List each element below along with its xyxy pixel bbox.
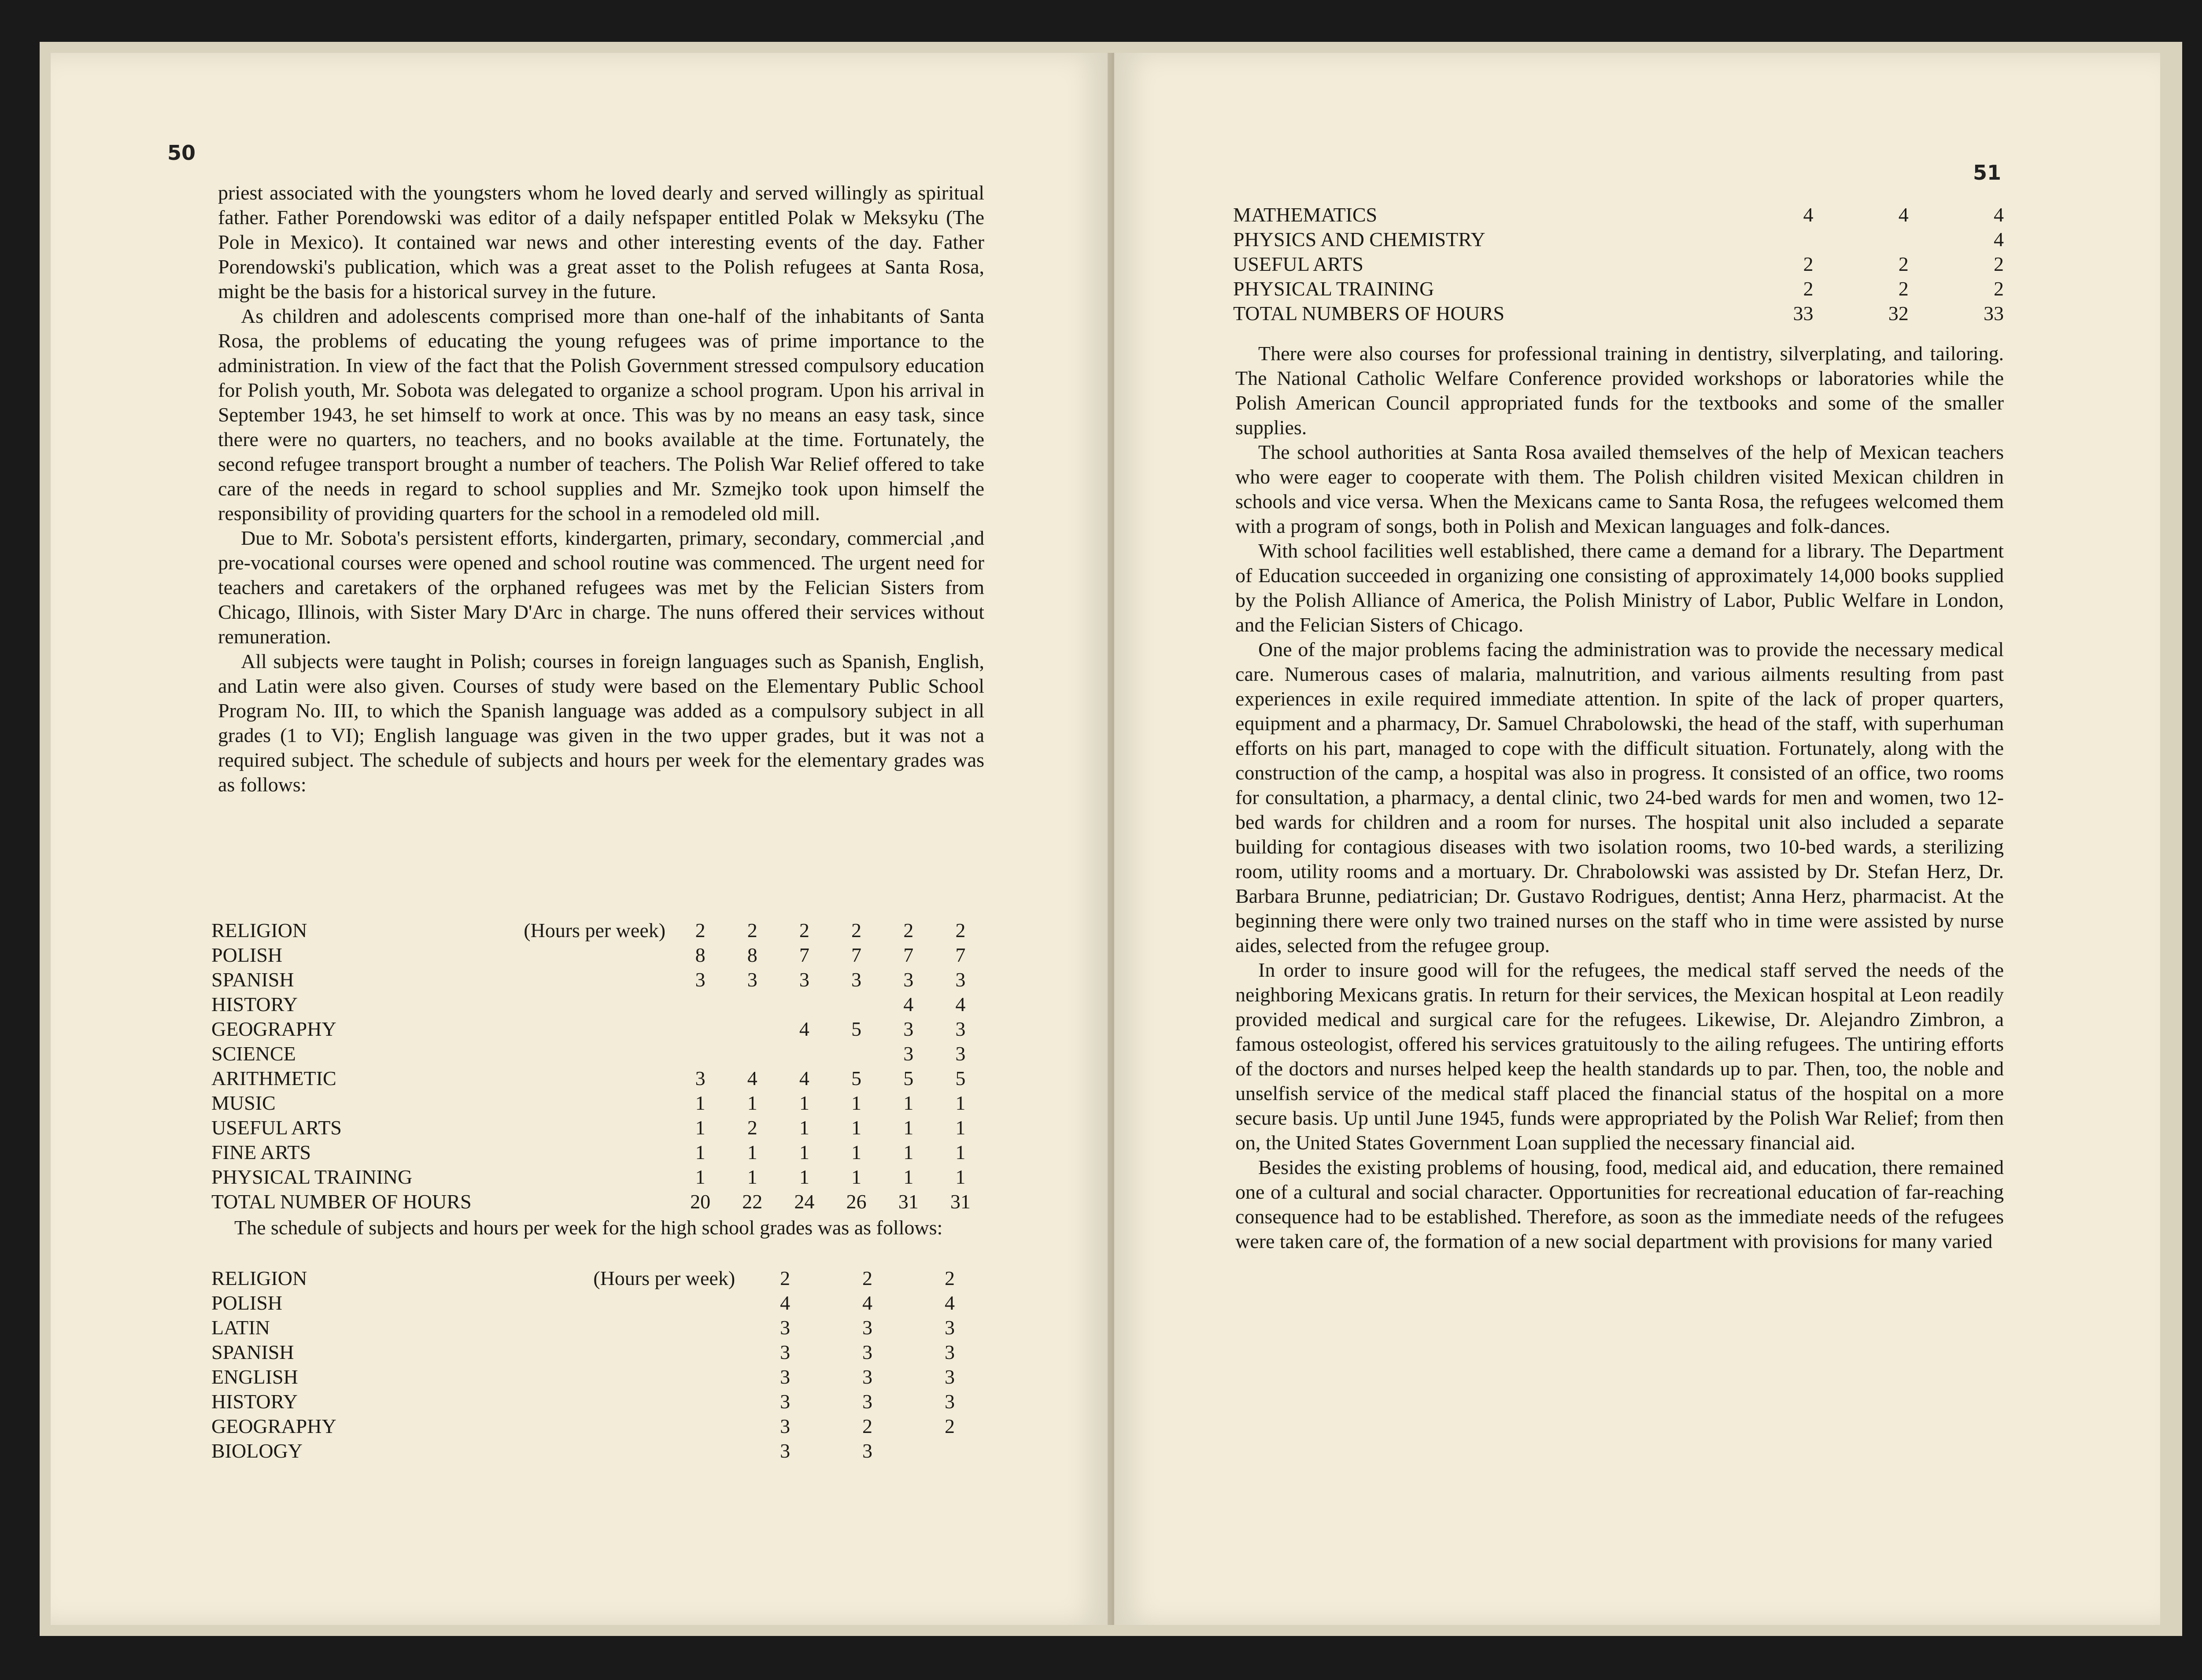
hours-note-cell: [472, 1140, 675, 1165]
hours-cell: 3: [851, 968, 862, 991]
high-school-schedule-table: [211, 1266, 991, 1463]
hours-cell: 5: [903, 1067, 914, 1089]
table-row: [1233, 203, 2004, 227]
table-row: [211, 1091, 986, 1115]
hours-note-cell: [473, 1389, 744, 1414]
table-row: [211, 918, 986, 943]
hours-cell: 3: [862, 1366, 873, 1388]
hours-cell: 1: [851, 1116, 862, 1139]
hours-note-cell: [472, 1115, 675, 1140]
table-row: [211, 1066, 986, 1091]
hours-cell: 4: [799, 1067, 809, 1089]
hours-cell: 8: [695, 944, 706, 966]
hours-cell: 2: [945, 1415, 955, 1437]
hours-cell: 3: [903, 1042, 914, 1065]
hours-cell: [778, 1041, 830, 1066]
table-row: [211, 1017, 986, 1041]
subject-cell: POLISH: [211, 944, 283, 966]
subject-cell: RELIGION: [211, 919, 307, 942]
paragraph: In order to insure good will for the refugees, the medical staff served the needs of the neighboring Mexicans gratis. In return for their services, the Mexican hospital at Leon readily provided medical and surgical care for the refugees. Likewise, Dr. Alejandro Zimbron, a famous osteologist, offered his services gratuitously to the ailing refugees. The untiring efforts of the doctors and nurses helped keep the health standards up to par. Then, too, the noble and unselfish service of the medical staff placed the financial status of the hospital on a more secure basis. Up until June 1945, funds were appropriated by the Polish War Relief; from then on, the United States Government Loan supplied the necessary financial aid.: [1235, 959, 2004, 1154]
hours-cell: 31: [898, 1190, 919, 1213]
paragraph: The school authorities at Santa Rosa availed themselves of the help of Mexican teachers who were eager to cooperate with them. The Polish children visited Mexican children in schools and vice versa. When the Mexicans came to Santa Rosa, the refugees welcomed them with a program of songs, both in Polish and Mexican languages and folk-dances.: [1235, 441, 2004, 537]
hours-cell: 3: [955, 1042, 966, 1065]
hours-cell: 3: [780, 1440, 791, 1462]
hours-cell: 2: [695, 919, 706, 942]
hours-cell: 1: [903, 1092, 914, 1114]
hours-cell: 24: [794, 1190, 815, 1213]
hours-cell: 3: [955, 1018, 966, 1040]
hours-cell: 2: [1898, 253, 1909, 275]
subject-cell: MATHEMATICS: [1233, 203, 1378, 226]
hours-cell: [1718, 227, 1813, 252]
paragraph: Besides the existing problems of housing, food, medical aid, and education, there remained one of a cultural and social character. Opportunities for recreational education of far-reaching consequence had to be established. Therefore, as soon as the immediate needs of the refugees were taken care of, the formation of a new social department with provisions for many varied: [1235, 1156, 2004, 1252]
hours-cell: [726, 1041, 778, 1066]
hours-cell: [726, 992, 778, 1017]
elementary-schedule-table: [211, 918, 986, 1214]
hours-cell: 1: [955, 1092, 966, 1114]
hours-cell: [674, 1017, 726, 1041]
hours-cell: 32: [1888, 302, 1909, 325]
subject-cell: USEFUL ARTS: [1233, 253, 1363, 275]
table-row: [211, 1266, 991, 1291]
hours-cell: 3: [780, 1366, 791, 1388]
hours-note-cell: [472, 943, 675, 967]
subject-cell: HISTORY: [211, 1390, 298, 1413]
hours-cell: 2: [1994, 253, 2004, 275]
hours-cell: 4: [780, 1292, 791, 1314]
table-row: [211, 992, 986, 1017]
hours-note-cell: (Hours per week): [524, 919, 666, 942]
hours-cell: 5: [851, 1018, 862, 1040]
hours-cell: [1813, 227, 1908, 252]
hours-cell: 2: [1898, 277, 1909, 300]
hours-cell: 4: [1898, 203, 1909, 226]
hours-cell: [674, 1041, 726, 1066]
hours-cell: 4: [955, 993, 966, 1015]
hours-cell: 2: [1803, 277, 1814, 300]
hours-cell: 1: [955, 1166, 966, 1188]
hours-cell: [674, 992, 726, 1017]
table-row: [1233, 277, 2004, 301]
hours-cell: 7: [851, 944, 862, 966]
caption-text: The schedule of subjects and hours per week for the high school grades was as follows:: [234, 1216, 943, 1239]
hours-note-cell: [472, 967, 675, 992]
hours-note-cell: [473, 1340, 744, 1365]
hours-note-cell: [473, 1315, 744, 1340]
table-row: [211, 1414, 991, 1439]
hours-cell: 2: [1994, 277, 2004, 300]
hours-cell: 3: [780, 1341, 791, 1363]
hours-cell: 31: [950, 1190, 971, 1213]
hours-cell: 1: [955, 1141, 966, 1163]
left-page-text: [218, 181, 984, 797]
subject-cell: SPANISH: [211, 1341, 294, 1363]
hours-note-cell: [472, 992, 675, 1017]
subject-cell: SCIENCE: [211, 1042, 296, 1065]
table-row: [211, 1165, 986, 1189]
subject-cell: SPANISH: [211, 968, 294, 991]
hours-note-cell: [473, 1365, 744, 1389]
table-row: [211, 1315, 991, 1340]
hours-cell: 1: [955, 1116, 966, 1139]
hours-cell: 2: [747, 1116, 757, 1139]
page-number-left: 50: [167, 141, 196, 165]
hours-cell: 2: [862, 1267, 873, 1289]
hours-cell: 1: [695, 1092, 706, 1114]
hours-note-cell: [472, 1165, 675, 1189]
subject-cell: FINE ARTS: [211, 1141, 311, 1163]
subject-cell: USEFUL ARTS: [211, 1116, 342, 1139]
hours-cell: 4: [903, 993, 914, 1015]
hours-cell: 3: [945, 1366, 955, 1388]
hours-cell: 3: [862, 1341, 873, 1363]
hours-note-cell: [473, 1439, 744, 1463]
subject-cell: TOTAL NUMBER OF HOURS: [211, 1190, 472, 1213]
hours-cell: 4: [945, 1292, 955, 1314]
hours-cell: 2: [955, 919, 966, 942]
hours-cell: 1: [747, 1166, 757, 1188]
hours-note-cell: [473, 1291, 744, 1315]
hours-cell: 3: [799, 968, 809, 991]
hours-cell: 3: [903, 968, 914, 991]
high-school-caption: [211, 1216, 986, 1239]
right-page-text: [1235, 341, 2004, 1254]
subject-cell: MUSIC: [211, 1092, 276, 1114]
hours-note-cell: [472, 1066, 675, 1091]
hours-cell: 20: [690, 1190, 711, 1213]
hours-cell: 7: [955, 944, 966, 966]
hours-cell: 2: [780, 1267, 791, 1289]
continued-schedule-table: [1233, 203, 2004, 326]
hours-cell: 3: [945, 1316, 955, 1339]
paragraph: One of the major problems facing the administration was to provide the necessary medical care. Numerous cases of malaria, malnutrition, and various ailments resulting from past experiences in exile required immediate attention. In spite of the lack of proper quarters, equipment and a pharmacy, Dr. Samuel Chrabolowski, the head of the staff, with superhuman efforts on his part, managed to cope with the difficult situation. Fortunately, along with the construction of the camp, a hospital was also in progress. It consisted of an office, two rooms for consultation, a pharmacy, a dental clinic, two 24-bed wards for men and women, two 12-bed wards for children and a room for nurses. The hospital unit also included a separate building for contagious diseases with two isolation rooms, two 10-bed wards, a sterilizing room, utility rooms and a mortuary. Dr. Chrabolowski was assisted by Dr. Stefan Herz, Dr. Barbara Brunne, pediatrician; Dr. Gustavo Rodrigues, dentist; Anna Herz, pharmacist. At the beginning there were only two trained nurses on the staff who in time were assisted by nurse aides, selected from the refugee group.: [1235, 638, 2004, 956]
hours-cell: [726, 1017, 778, 1041]
table-row: [211, 1365, 991, 1389]
table-row: [211, 1140, 986, 1165]
hours-cell: 1: [799, 1116, 809, 1139]
hours-cell: 3: [780, 1415, 791, 1437]
table-row: [1233, 227, 2004, 252]
hours-cell: 3: [945, 1341, 955, 1363]
subject-cell: LATIN: [211, 1316, 270, 1339]
hours-cell: 1: [695, 1116, 706, 1139]
table-row: [1233, 301, 2004, 326]
hours-cell: 2: [851, 919, 862, 942]
hours-cell: 3: [945, 1390, 955, 1413]
hours-cell: 3: [903, 1018, 914, 1040]
hours-note-cell: [473, 1414, 744, 1439]
hours-note-cell: [472, 1041, 675, 1066]
hours-cell: 3: [695, 968, 706, 991]
hours-cell: 33: [1984, 302, 2004, 325]
subject-cell: BIOLOGY: [211, 1440, 303, 1462]
hours-cell: 1: [695, 1166, 706, 1188]
hours-cell: 4: [747, 1067, 757, 1089]
hours-cell: [830, 992, 882, 1017]
hours-cell: 1: [903, 1141, 914, 1163]
hours-cell: 2: [747, 919, 757, 942]
hours-cell: 2: [862, 1415, 873, 1437]
hours-cell: 8: [747, 944, 757, 966]
table-row: [211, 1291, 991, 1315]
hours-cell: [778, 992, 830, 1017]
paragraph: With school facilities well established, there came a demand for a library. The Department of Education succeeded in organizing one consisting of approximately 14,000 books supplied by the Polish Alliance of America, the Polish Ministry of Labor, Public Welfare in London, and the Felician Sisters of Chicago.: [1235, 539, 2004, 636]
hours-cell: 1: [799, 1092, 809, 1114]
hours-cell: 7: [799, 944, 809, 966]
hours-cell: 1: [747, 1141, 757, 1163]
hours-cell: 4: [799, 1018, 809, 1040]
hours-cell: 5: [955, 1067, 966, 1089]
hours-cell: 2: [903, 919, 914, 942]
subject-cell: GEOGRAPHY: [211, 1018, 336, 1040]
subject-cell: POLISH: [211, 1292, 283, 1314]
hours-cell: 3: [862, 1316, 873, 1339]
hours-cell: 1: [903, 1166, 914, 1188]
hours-cell: 26: [846, 1190, 867, 1213]
table-row: [1233, 252, 2004, 277]
paragraph: There were also courses for professional training in dentistry, silverplating, and tailoring. The National Catholic Welfare Conference provided workshops or laboratories while the Polish American Council appropriated funds for the textbooks and some of the smaller supplies.: [1235, 342, 2004, 439]
hours-cell: 1: [799, 1141, 809, 1163]
page-number-right: 51: [1973, 161, 2002, 185]
table-row: [211, 1389, 991, 1414]
table-row: [211, 1340, 991, 1365]
hours-cell: 3: [695, 1067, 706, 1089]
hours-cell: 5: [851, 1067, 862, 1089]
hours-cell: 4: [1994, 203, 2004, 226]
hours-cell: 1: [851, 1166, 862, 1188]
paragraph: Due to Mr. Sobota's persistent efforts, kindergarten, primary, secondary, commercial ,and pre-vocational courses were opened and school routine was commenced. The urgent need for teachers and caretakers of the orphaned refugees was met by the Felician Sisters from Chicago, Illinois, with Sister Mary D'Arc in charge. The nuns offered their services without remuneration.: [218, 527, 984, 648]
hours-cell: [909, 1439, 991, 1463]
hours-cell: 3: [780, 1390, 791, 1413]
subject-cell: HISTORY: [211, 993, 298, 1015]
hours-cell: 2: [1803, 253, 1814, 275]
hours-cell: 2: [945, 1267, 955, 1289]
subject-cell: TOTAL NUMBERS OF HOURS: [1233, 302, 1505, 325]
hours-cell: 1: [851, 1141, 862, 1163]
hours-note-cell: [472, 1091, 675, 1115]
table-row: [211, 1041, 986, 1066]
hours-cell: 3: [780, 1316, 791, 1339]
table-row: [211, 943, 986, 967]
subject-cell: GEOGRAPHY: [211, 1415, 336, 1437]
table-row: [211, 1189, 986, 1214]
paragraph: All subjects were taught in Polish; courses in foreign languages such as Spanish, English, and Latin were also given. Courses of study were based on the Elementary Public School Program No. III, to which the Spanish language was added as a compulsory subject in all grades (1 to VI); English language was given in the two upper grades, but it was not a required subject. The schedule of subjects and hours per week for the elementary grades was as follows:: [218, 650, 984, 796]
subject-cell: ENGLISH: [211, 1366, 298, 1388]
hours-cell: 1: [903, 1116, 914, 1139]
paragraph: priest associated with the youngsters whom he loved dearly and served willingly as spiritual father. Father Porendowski was editor of a daily nefspaper entitled Polak w Meksyku (The Pole in Mexico). It contained war news and other interesting events of the day. Father Porendowski's publication, which was a great asset to the Polish refugees at Santa Rosa, might be the basis for a historical survey in the future.: [218, 181, 984, 303]
subject-cell: PHYSICAL TRAINING: [211, 1166, 413, 1188]
hours-cell: 4: [862, 1292, 873, 1314]
hours-note-cell: [472, 1189, 675, 1214]
hours-cell: 1: [747, 1092, 757, 1114]
subject-cell: ARITHMETIC: [211, 1067, 336, 1089]
subject-cell: RELIGION: [211, 1267, 307, 1289]
hours-note-cell: (Hours per week): [593, 1267, 735, 1289]
hours-cell: 3: [862, 1440, 873, 1462]
hours-cell: 1: [851, 1092, 862, 1114]
hours-cell: 33: [1793, 302, 1814, 325]
hours-cell: 4: [1803, 203, 1814, 226]
table-row: [211, 1115, 986, 1140]
subject-cell: PHYSICAL TRAINING: [1233, 277, 1434, 300]
hours-cell: 2: [799, 919, 809, 942]
hours-cell: [830, 1041, 882, 1066]
hours-cell: 1: [695, 1141, 706, 1163]
hours-cell: 7: [903, 944, 914, 966]
hours-cell: 3: [862, 1390, 873, 1413]
hours-cell: 4: [1994, 228, 2004, 251]
table-row: [211, 1439, 991, 1463]
hours-cell: 1: [799, 1166, 809, 1188]
table-row: [211, 967, 986, 992]
hours-cell: 22: [742, 1190, 763, 1213]
paragraph: As children and adolescents comprised more than one-half of the inhabitants of Santa Rosa, the problems of educating the young refugees was of prime importance to the administration. In view of the fact that the Polish Government stressed compulsory education for Polish youth, Mr. Sobota was delegated to organize a school program. Upon his arrival in September 1943, he set himself to work at once. This was by no means an easy task, since there were no quarters, no teachers, and no books available at the time. Fortunately, the second refugee transport brought a number of teachers. The Polish War Relief offered to take care of the needs in regard to school supplies and Mr. Szmejko took upon himself the responsibility of providing quarters for the school in a remodeled old mill.: [218, 305, 984, 524]
hours-cell: 3: [747, 968, 757, 991]
subject-cell: PHYSICS AND CHEMISTRY: [1233, 228, 1485, 251]
hours-cell: 3: [955, 968, 966, 991]
hours-note-cell: [472, 1017, 675, 1041]
